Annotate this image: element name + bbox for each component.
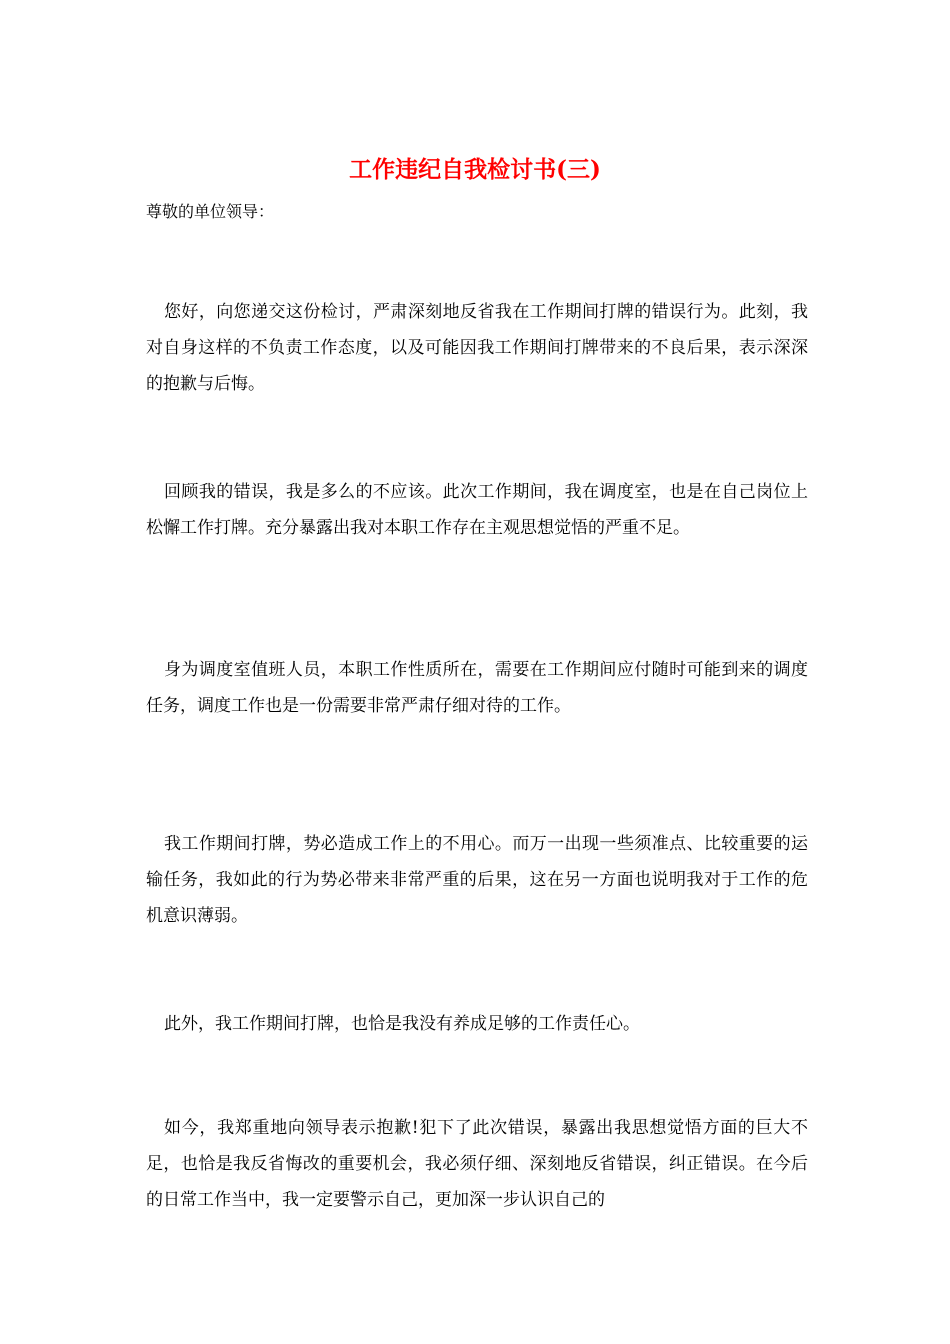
- paragraph-5: 此外，我工作期间打牌，也恰是我没有养成足够的工作责任心。: [164, 1014, 640, 1034]
- paragraph-2: 回顾我的错误，我是多么的不应该。此次工作期间，我在调度室，也是在自己岗位上松懈工作打牌。充分暴露出我对本职工作存在主观思想觉悟的严重不足。: [146, 482, 808, 538]
- paragraph-6: 如今，我郑重地向领导表示抱歉!犯下了此次错误，暴露出我思想觉悟方面的巨大不足，也恰是我反省悔改的重要机会，我必须仔细、深刻地反省错误，纠正错误。在今后的日常工作当中，我一定要警示自己，更加深一步认识自己的: [146, 1118, 808, 1210]
- paragraph-4: 我工作期间打牌，势必造成工作上的不用心。而万一出现一些须准点、比较重要的运输任务，我如此的行为势必带来非常严重的后果，这在另一方面也说明我对于工作的危机意识薄弱。: [146, 834, 808, 926]
- paragraph-1: 您好，向您递交这份检讨，严肃深刻地反省我在工作期间打牌的错误行为。此刻，我对自身这样的不负责工作态度，以及可能因我工作期间打牌带来的不良后果，表示深深的抱歉与后悔。: [146, 302, 808, 394]
- document-title: 工作违纪自我检讨书(三): [349, 156, 601, 183]
- paragraph-3: 身为调度室值班人员，本职工作性质所在，需要在工作期间应付随时可能到来的调度任务，调度工作也是一份需要非常严肃仔细对待的工作。: [146, 660, 808, 716]
- salutation: 尊敬的单位领导：: [146, 202, 275, 221]
